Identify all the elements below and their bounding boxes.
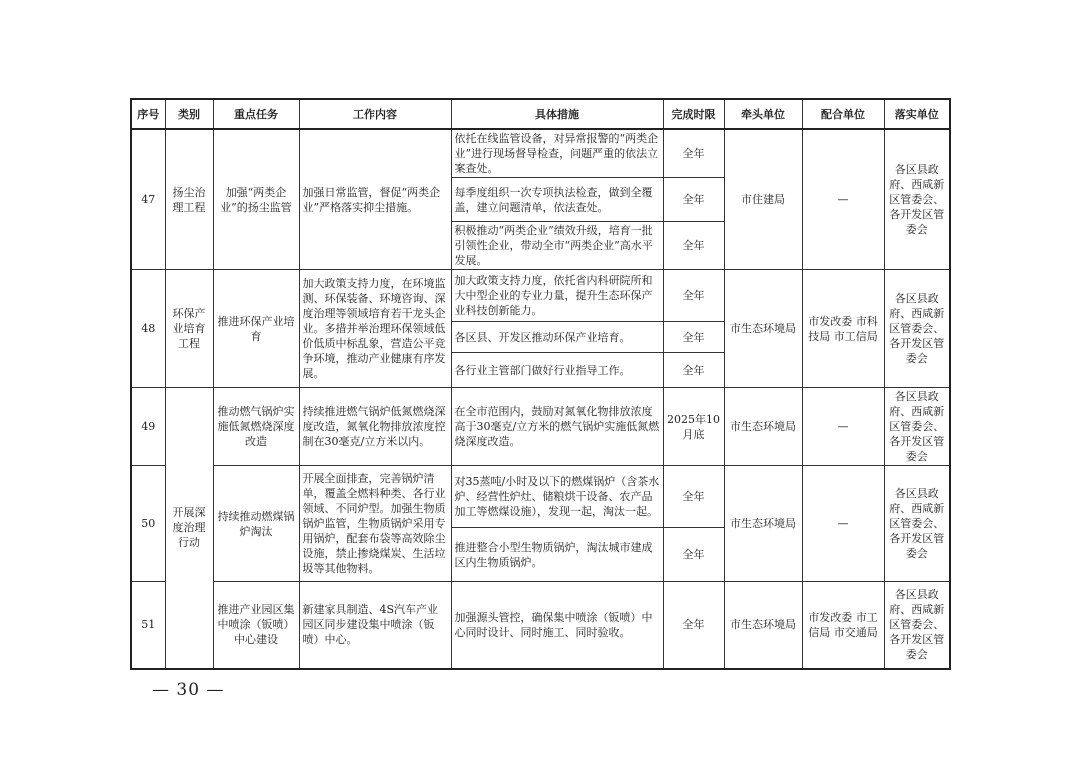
- content-cell: 加强日常监管，督促“两类企业”严格落实抑尘措施。: [299, 129, 451, 270]
- lead-unit-cell: 市住建局: [724, 129, 802, 270]
- deadline-cell: 全年: [663, 353, 724, 388]
- row-number: 49: [131, 388, 165, 466]
- deadline-cell: 2025年10月底: [663, 388, 724, 466]
- partner-unit-cell: 市发改委 市科技局 市工信局: [802, 270, 884, 388]
- task-cell: 加强“两类企业”的扬尘监管: [213, 129, 299, 270]
- table-row: [131, 582, 950, 669]
- task-cell: 推动燃气锅炉实施低氮燃烧深度改造: [213, 388, 299, 466]
- partner-unit-cell: —: [802, 129, 884, 270]
- partner-unit-cell: 市发改委 市工信局 市交通局: [802, 582, 884, 669]
- partner-unit-cell: —: [802, 466, 884, 582]
- content-cell: 新建家具制造、4S汽车产业园区同步建设集中喷涂（钣喷）中心。: [299, 582, 451, 669]
- implement-unit-cell: 各区县政府、西咸新区管委会、各开发区管委会: [884, 388, 950, 466]
- measure-cell: 加强源头管控，确保集中喷涂（钣喷）中心同时设计、同时施工、同时验收。: [451, 582, 663, 669]
- deadline-cell: 全年: [663, 466, 724, 528]
- deadline-cell: 全年: [663, 322, 724, 353]
- implement-unit-cell: 各区县政府、西咸新区管委会、各开发区管委会: [884, 270, 950, 388]
- implement-unit-cell: 各区县政府、西咸新区管委会、各开发区管委会: [884, 129, 950, 270]
- header-cell: 具体措施: [451, 99, 663, 129]
- task-table: [130, 98, 951, 670]
- measure-cell: 推进整合小型生物质锅炉，淘汰城市建成区内生物质锅炉。: [451, 528, 663, 582]
- lead-unit-cell: 市生态环境局: [724, 388, 802, 466]
- measure-cell: 各区县、开发区推动环保产业培育。: [451, 322, 663, 353]
- measure-cell: 积极推动“两类企业”绩效升级，培育一批引领性企业，带动全市“两类企业”高水平发展。: [451, 222, 663, 270]
- lead-unit-cell: 市生态环境局: [724, 466, 802, 582]
- task-cell: 推进环保产业培育: [213, 270, 299, 388]
- deadline-cell: 全年: [663, 222, 724, 270]
- table-row: [131, 466, 950, 528]
- content-cell: 加大政策支持力度，在环境监测、环保装备、环境咨询、深度治理等领域培育若干龙头企业。多措并举治理环保领域低价低质中标乱象，营造公平竞争环境，推动产业健康有序发展。: [299, 270, 451, 388]
- table-row: [131, 270, 950, 322]
- content-cell: 持续推进燃气锅炉低氮燃烧深度改造，氮氧化物排放浓度控制在30毫克/立方米以内。: [299, 388, 451, 466]
- task-cell: 持续推动燃煤锅炉淘汰: [213, 466, 299, 582]
- table-header-row: [131, 99, 950, 129]
- measure-cell: 每季度组织一次专项执法检查，做到全覆盖，建立问题清单，依法查处。: [451, 178, 663, 222]
- header-cell: 重点任务: [213, 99, 299, 129]
- deadline-cell: 全年: [663, 582, 724, 669]
- deadline-cell: 全年: [663, 528, 724, 582]
- measure-cell: 依托在线监管设备，对异常报警的“两类企业”进行现场督导检查，问题严重的依法立案查处。: [451, 129, 663, 178]
- implement-unit-cell: 各区县政府、西咸新区管委会、各开发区管委会: [884, 466, 950, 582]
- row-number: 47: [131, 129, 165, 270]
- page-number: — 30 —: [152, 680, 225, 700]
- table-row: [131, 388, 950, 466]
- implement-unit-cell: 各区县政府、西咸新区管委会、各开发区管委会: [884, 582, 950, 669]
- header-cell: 落实单位: [884, 99, 950, 129]
- row-number: 50: [131, 466, 165, 582]
- category-cell: 开展深度治理行动: [165, 388, 213, 669]
- task-cell: 推进产业园区集中喷涂（钣喷）中心建设: [213, 582, 299, 669]
- deadline-cell: 全年: [663, 129, 724, 178]
- measure-cell: 各行业主管部门做好行业指导工作。: [451, 353, 663, 388]
- lead-unit-cell: 市生态环境局: [724, 270, 802, 388]
- category-cell: 扬尘治理工程: [165, 129, 213, 270]
- content-cell: 开展全面排查，完善锅炉清单，覆盖全燃料种类、各行业领域、不同炉型。加强生物质锅炉监管，生物质锅炉采用专用锅炉，配套布袋等高效除尘设施，禁止掺烧煤炭、生活垃圾等其他物料。: [299, 466, 451, 582]
- header-cell: 序号: [131, 99, 165, 129]
- header-cell: 配合单位: [802, 99, 884, 129]
- measure-cell: 加大政策支持力度，依托省内科研院所和大中型企业的专业力量，提升生态环保产业科技创新能力。: [451, 270, 663, 322]
- measure-cell: 对35蒸吨/小时及以下的燃煤锅炉（含茶水炉、经营性炉灶、储粮烘干设备、农产品加工等燃煤设施），发现一起，淘汰一起。: [451, 466, 663, 528]
- header-cell: 类别: [165, 99, 213, 129]
- header-cell: 工作内容: [299, 99, 451, 129]
- header-cell: 牵头单位: [724, 99, 802, 129]
- lead-unit-cell: 市生态环境局: [724, 582, 802, 669]
- partner-unit-cell: —: [802, 388, 884, 466]
- category-cell: 环保产业培育工程: [165, 270, 213, 388]
- deadline-cell: 全年: [663, 270, 724, 322]
- header-cell: 完成时限: [663, 99, 724, 129]
- table-row: [131, 129, 950, 178]
- measure-cell: 在全市范围内，鼓励对氮氧化物排放浓度高于30毫克/立方米的燃气锅炉实施低氮燃烧深度改造。: [451, 388, 663, 466]
- deadline-cell: 全年: [663, 178, 724, 222]
- row-number: 51: [131, 582, 165, 669]
- row-number: 48: [131, 270, 165, 388]
